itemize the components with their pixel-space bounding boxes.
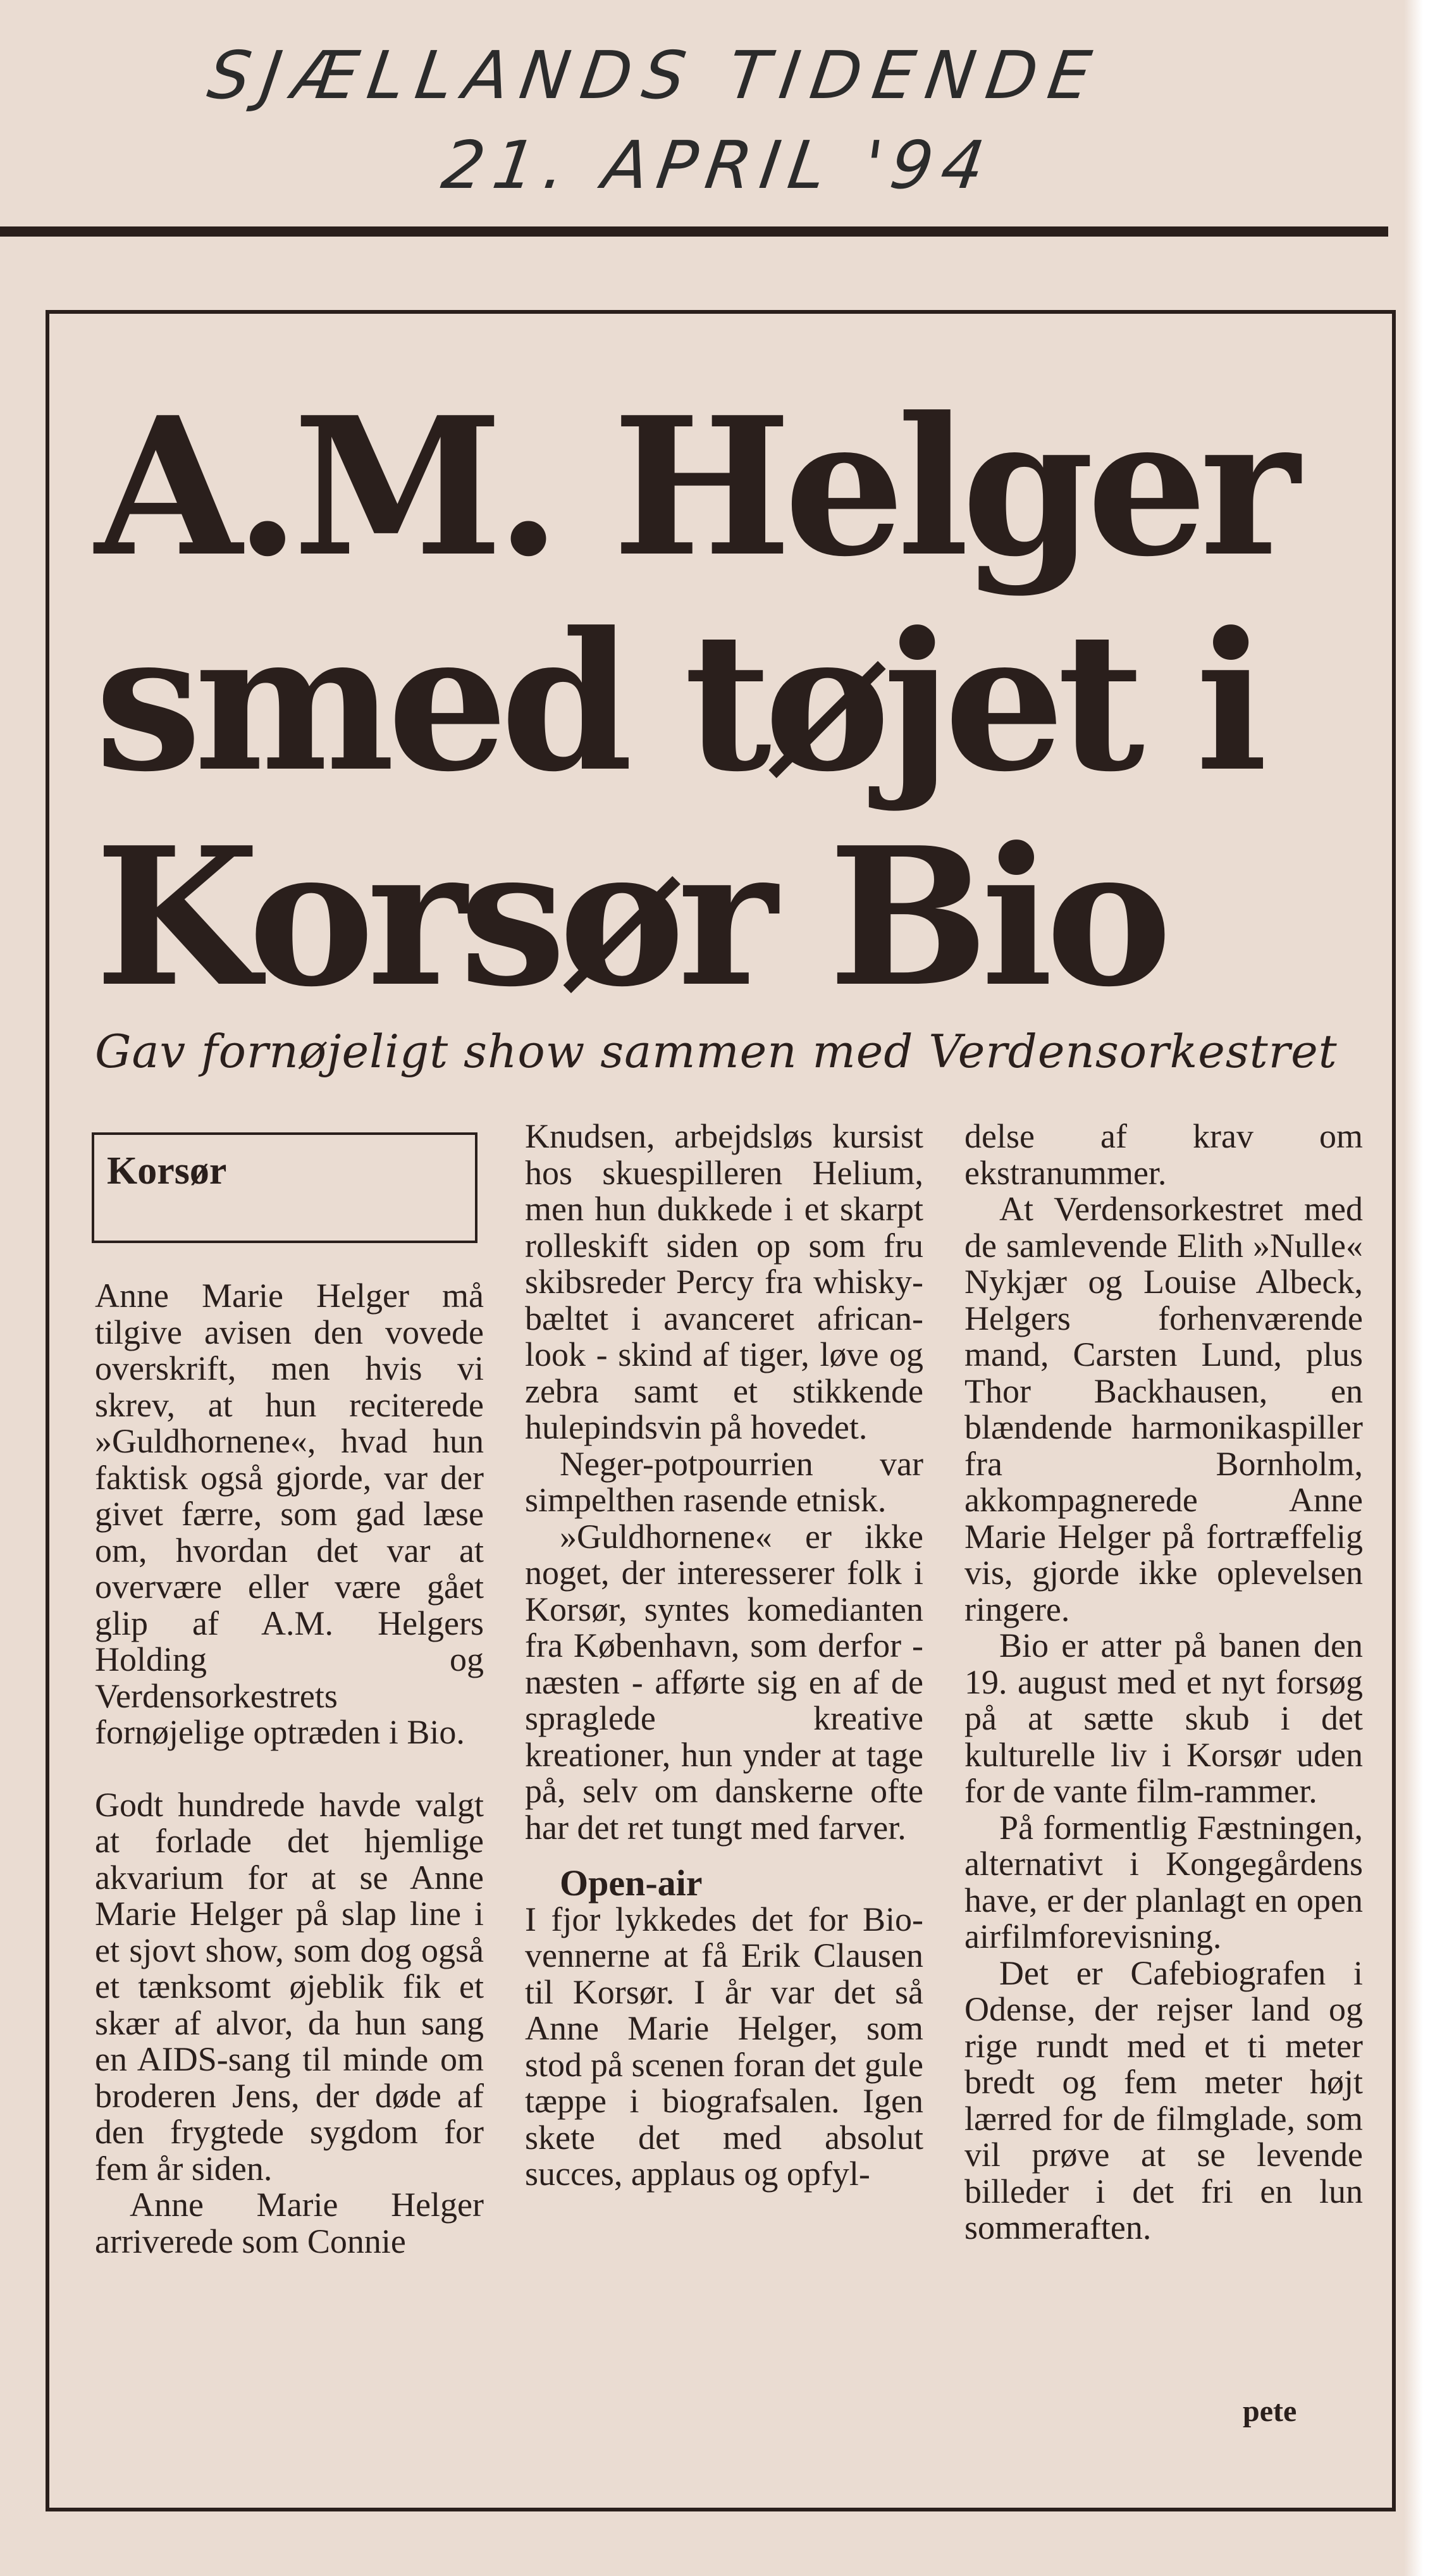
paragraph: Anne Marie Helger må tilgive avisen den vovede overskrift, men hvis vi skrev, at hun reciterede »Guldhornene«, hvad hun faktisk også gjorde, var der givet færre, som gad læse om, hvordan det var at overvære eller være gået glip af A.M. Helgers Holding og Verdensorkestrets fornøjelige optræden i Bio.: [95, 1277, 484, 1751]
column-1: [95, 1278, 484, 2260]
paragraph: Knudsen, arbejdsløs kursist hos skuespilleren Helium, men hun dukkede i et skarpt rolleskift siden op som fru skibsreder Percy fra whisky-bæltet i avanceret african-look - skind af tiger, løve og zebra samt et stikkende hulepindsvin på hovedet.: [525, 1117, 923, 1446]
top-divider-rule: [0, 226, 1388, 237]
paragraph: Det er Cafebiografen i Odense, der rejser land og rige rundt med et ti meter bredt og fem meter højt lærred for de filmglade, som vil prøve at se levende billeder i det fri en lun sommeraften.: [964, 1954, 1363, 2246]
article-byline: pete: [1243, 2394, 1297, 2428]
article-subheadline: Gav fornøjeligt show sammen med Verdensorkestret: [95, 1025, 1338, 1078]
paragraph: På formentlig Fæstningen, alternativt i Kongegårdens have, er der planlagt en open airfilmforevisning.: [964, 1808, 1363, 1955]
handwritten-source-note: [0, 13, 1410, 221]
location-label: Korsør: [107, 1149, 227, 1192]
paragraph: Anne Marie Helger arriverede som Connie: [95, 2186, 484, 2260]
paragraph: delse af krav om ekstranummer.: [964, 1117, 1363, 1192]
paragraph: Neger-potpourrien var simpelthen rasende etnisk.: [525, 1444, 923, 1519]
headline-line-2: smed tøjet i: [95, 590, 1260, 814]
headline-line-1: A.M. Helger: [95, 375, 1293, 598]
paragraph: Godt hundrede havde valgt at forlade det hjemlige akvarium for at se Anne Marie Helger på slap line i et sjovt show, som dog også et tænksomt øjeblik fik et skær af alvor, da hun sang en AIDS-sang til minde om broderen Jens, der døde af den frygtede sygdom for fem år siden.: [95, 1785, 484, 2188]
paragraph: Bio er atter på banen den 19. august med et nyt forsøg på at sætte skub i det kulturelle liv i Korsør uden for de vante film-rammer.: [964, 1626, 1363, 1810]
section-heading: Open-air: [560, 1862, 703, 1904]
column-3: [964, 1118, 1363, 2246]
paragraph: »Guldhornene« er ikke noget, der interesserer folk i Korsør, syntes komedianten fra København, som derfor - næsten - afførte sig en af de spraglede kreative kreationer, hun ynder at tage på, selv om danskerne ofte har det ret tungt med farver.: [525, 1517, 923, 1847]
handwritten-date: 21. APRIL '94: [437, 127, 998, 204]
paragraph: At Verdensorkestret med de samlevende Elith »Nulle« Nykjær og Louise Albeck, Helgers forhenværende mand, Carsten Lund, plus Thor Backhausen, en blændende harmonikaspiller fra Bornholm, akkompagnerede Anne Marie Helger på fortræffelig vis, gjorde ikke oplevelsen ringere.: [964, 1190, 1363, 1628]
location-box: [92, 1132, 477, 1243]
paragraph: I fjor lykkedes det for Bio-vennerne at få Erik Clausen til Korsør. I år var det så Anne Marie Helger, som stod på scenen foran det gule tæppe i biografsalen. Igen skete det med absolut succes, applaus og opfyl-: [525, 1900, 923, 2193]
handwritten-newspaper-name: SJÆLLANDS TIDENDE: [203, 37, 1107, 114]
article-headline: [95, 375, 1360, 1029]
headline-line-3: Korsør Bio: [95, 805, 1165, 1029]
column-2: [525, 1118, 923, 2193]
